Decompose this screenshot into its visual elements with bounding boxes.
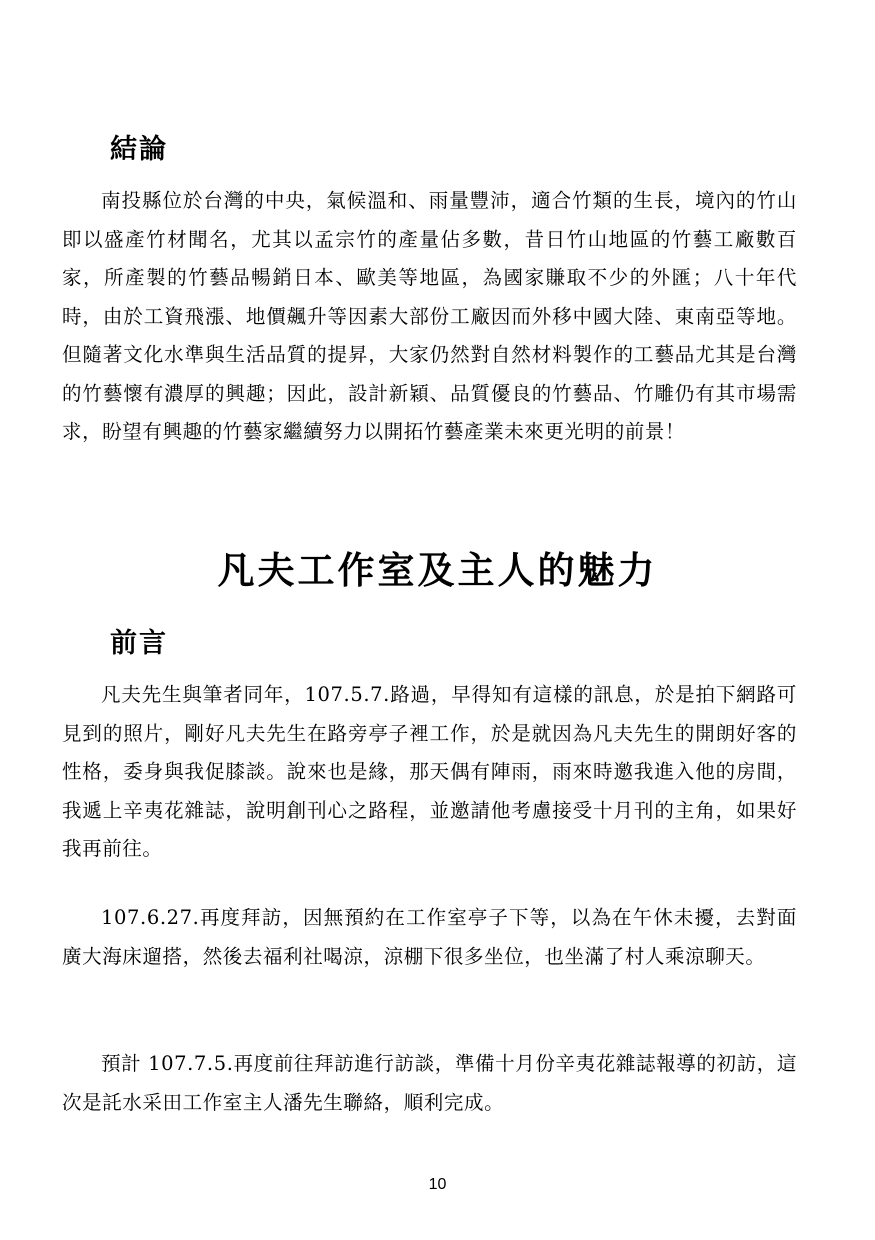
- chapter-title: 凡夫工作室及主人的魅力: [217, 548, 658, 592]
- preface-heading: 前言: [110, 628, 168, 659]
- conclusion-heading: 結論: [110, 134, 168, 165]
- page-number: 10: [428, 1176, 447, 1193]
- preface-paragraph-2: 107.6.27.再度拜訪，因無預約在工作室亭子下等，以為在午休未擾，去對面廣大海床遛搭，然後去福利社喝涼，涼棚下很多坐位，也坐滿了村人乘涼聊天。: [62, 906, 797, 968]
- preface-paragraph-1: 凡夫先生與筆者同年，107.5.7.路過，早得知有這樣的訊息，於是拍下網路可見到的照片，剛好凡夫先生在路旁亭子裡工作，於是就因為凡夫先生的開朗好客的性格，委身與我促膝談。說來也是緣，那天偶有陣雨，雨來時邀我進入他的房間，我遞上辛夷花雜誌，說明創刊心之路程，並邀請他考慮接受十月刊的主角，如果好我再前往。: [62, 683, 797, 860]
- conclusion-paragraph: 南投縣位於台灣的中央，氣候溫和、雨量豐沛，適合竹類的生長，境內的竹山即以盛產竹材聞名，尤其以孟宗竹的產量佔多數，昔日竹山地區的竹藝工廠數百家，所產製的竹藝品暢銷日本、歐美等地區，為國家賺取不少的外匯；八十年代時，由於工資飛漲、地價飆升等因素大部份工廠因而外移中國大陸、東南亞等地。但隨著文化水準與生活品質的提昇，大家仍然對自然材料製作的工藝品尤其是台灣的竹藝懷有濃厚的興趣；因此，設計新穎、品質優良的竹藝品、竹雕仍有其市場需求，盼望有興趣的竹藝家繼續努力以開拓竹藝產業未來更光明的前景！: [62, 189, 797, 443]
- preface-paragraph-3: 預計 107.7.5.再度前往拜訪進行訪談，準備十月份辛夷花雜誌報導的初訪，這次是託水采田工作室主人潘先生聯絡，順利完成。: [62, 1052, 797, 1114]
